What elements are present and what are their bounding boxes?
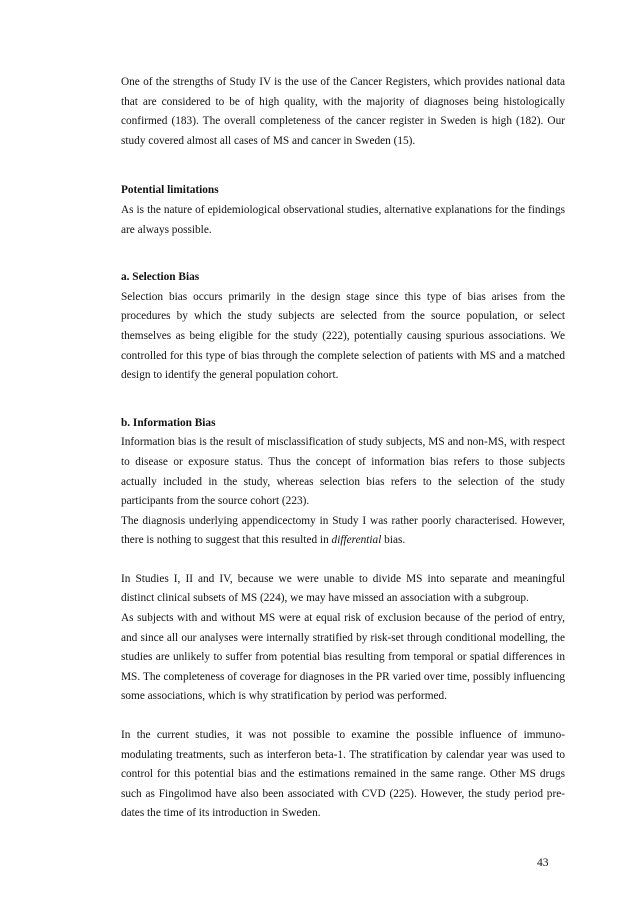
page-number: 43 — [537, 857, 549, 869]
spacer — [121, 151, 565, 181]
heading-information-bias: b. Information Bias — [121, 416, 216, 429]
paragraph-information-bias: Information bias is the result of misclassification of study subjects, MS and non-MS, with respect to disease or exposure status. Thus the concept of information bias refers to those subjects actually included in the study, whereas selection bias refers to the selection of the study participants from the source cohort (223). — [121, 436, 565, 508]
spacer — [121, 707, 565, 726]
spacer — [121, 551, 565, 570]
appendicectomy-text-after: bias. — [381, 534, 406, 547]
paragraph-strengths: One of the strengths of Study IV is the use of the Cancer Registers, which provides national data that are considered to be of high quality, with the majority of diagnoses being histologically confirmed (183). The overall completeness of the cancer register in Sweden is high (182). Our study covered almost all cases of MS and cancer in Sweden (15). — [121, 76, 565, 147]
paragraph-exclusion: As subjects with and without MS were at equal risk of exclusion because of the period of entry, and since all our analyses were internally stratified by risk-set through conditional modelling, the studies are unlikely to suffer from potential bias resulting from temporal or spatial differences in MS. The completeness of coverage for diagnoses in the PR varied over time, possibly influencing some associations, which is why stratification by period was performed. — [121, 612, 565, 703]
differential-emphasis: differential — [331, 534, 382, 547]
paragraph-limitations: As is the nature of epidemiological observational studies, alternative explanations for the findings are always possible. — [121, 203, 565, 236]
paragraph-selection-bias: Selection bias occurs primarily in the design stage since this type of bias arises from the procedures by which the study subjects are selected from the source population, or select themselves as being eligible for the study (222), potentially causing spurious associations. We controlled for this type of bias through the complete selection of patients with MS and a matched design to identify the general population cohort. — [121, 290, 565, 382]
page-body — [121, 73, 565, 824]
spacer — [121, 386, 565, 414]
spacer — [121, 240, 565, 268]
appendicectomy-text-before: The diagnosis underlying appendicectomy in Study I was rather poorly characterised. However, there is nothing to suggest that this resulted in — [121, 514, 565, 547]
paragraph-treatments: In the current studies, it was not possible to examine the possible influence of immuno-modulating treatments, such as interferon beta-1. The stratification by calendar year was used to control for this potential bias and the estimations remained in the same range. Other MS drugs such as Fingolimod have also been associated with CVD (225). However, the study period pre-dates the time of its introduction in Sweden. — [121, 729, 565, 820]
heading-selection-bias: a. Selection Bias — [121, 271, 200, 284]
paragraph-subgroup: In Studies I, II and IV, because we were unable to divide MS into separate and meaningful distinct clinical subsets of MS (224), we may have missed an association with a subgroup. — [121, 572, 565, 605]
heading-potential-limitations: Potential limitations — [121, 184, 219, 197]
paragraph-appendicectomy — [121, 512, 565, 551]
